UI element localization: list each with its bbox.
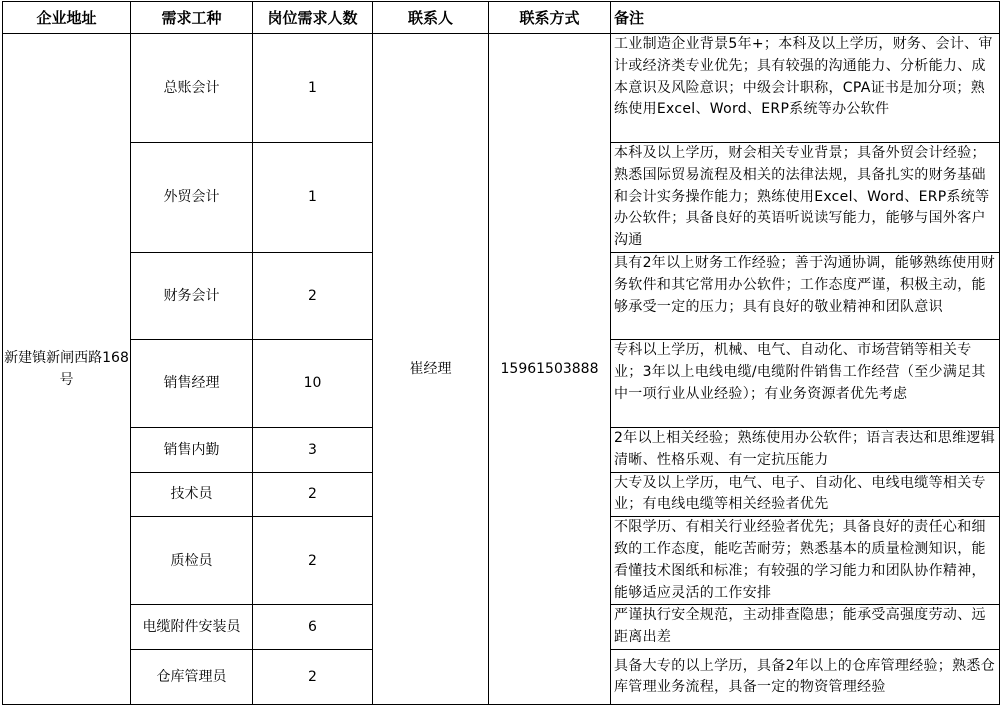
headcount: 3 (253, 427, 373, 472)
job-type: 销售经理 (131, 339, 253, 427)
headcount: 6 (253, 605, 373, 650)
job-type: 电缆附件安装员 (131, 605, 253, 650)
job-type: 外贸会计 (131, 143, 253, 253)
headcount: 1 (253, 34, 373, 143)
headcount: 2 (253, 650, 373, 705)
contact-person: 崔经理 (373, 34, 489, 705)
notes: 具备大专的以上学历，具备2年以上的仓库管理经验；熟悉仓库管理业务流程，具备一定的物资管理经验 (611, 650, 1000, 705)
job-type: 仓库管理员 (131, 650, 253, 705)
headcount: 1 (253, 143, 373, 253)
notes: 不限学历、有相关行业经验者优先；具备良好的责任心和细致的工作态度，能吃苦耐劳；熟悉基本的质量检测知识，能看懂技术图纸和标准；有较强的学习能力和团队协作精神，能够适应灵活的工作安排 (611, 517, 1000, 605)
job-type: 总账会计 (131, 34, 253, 143)
headcount: 10 (253, 339, 373, 427)
job-type: 销售内勤 (131, 427, 253, 472)
header-job-type: 需求工种 (131, 2, 253, 34)
job-requirements-table (2, 1, 1000, 705)
table-row (3, 34, 1000, 143)
notes: 具有2年以上财务工作经验；善于沟通协调，能够熟练使用财务软件和其它常用办公软件；工作态度严谨，积极主动，能够承受一定的压力；具有良好的敬业精神和团队意识 (611, 252, 1000, 339)
notes: 2年以上相关经验；熟练使用办公软件；语言表达和思维逻辑清晰、性格乐观、有一定抗压能力 (611, 427, 1000, 472)
header-row (3, 2, 1000, 34)
header-address: 企业地址 (3, 2, 131, 34)
notes: 专科以上学历，机械、电气、自动化、市场营销等相关专业；3年以上电线电缆/电缆附件销售工作经营（至少满足其中一项行业从业经验）；有业务资源者优先考虑 (611, 339, 1000, 427)
job-type: 技术员 (131, 472, 253, 517)
notes: 工业制造企业背景5年+；本科及以上学历，财务、会计、审计或经济类专业优先；具有较强的沟通能力、分析能力、成本意识及风险意识；中级会计职称，CPA证书是加分项；熟练使用Excel、Word、ERP系统等办公软件 (611, 34, 1000, 143)
job-type: 质检员 (131, 517, 253, 605)
company-address: 新建镇新闸西路168号 (3, 34, 131, 705)
header-contact-phone: 联系方式 (489, 2, 611, 34)
header-contact-person: 联系人 (373, 2, 489, 34)
header-headcount: 岗位需求人数 (253, 2, 373, 34)
header-notes: 备注 (611, 2, 1000, 34)
contact-phone: 15961503888 (489, 34, 611, 705)
headcount: 2 (253, 517, 373, 605)
notes: 大专及以上学历，电气、电子、自动化、电线电缆等相关专业；有电线电缆等相关经验者优先 (611, 472, 1000, 517)
headcount: 2 (253, 472, 373, 517)
notes: 严谨执行安全规范，主动排查隐患；能承受高强度劳动、远距离出差 (611, 605, 1000, 650)
job-type: 财务会计 (131, 252, 253, 339)
headcount: 2 (253, 252, 373, 339)
notes: 本科及以上学历，财会相关专业背景；具备外贸会计经验；熟悉国际贸易流程及相关的法律法规，具备扎实的财务基础和会计实务操作能力；熟练使用Excel、Word、ERP系统等办公软件；具备良好的英语听说读写能力，能够与国外客户沟通 (611, 143, 1000, 253)
